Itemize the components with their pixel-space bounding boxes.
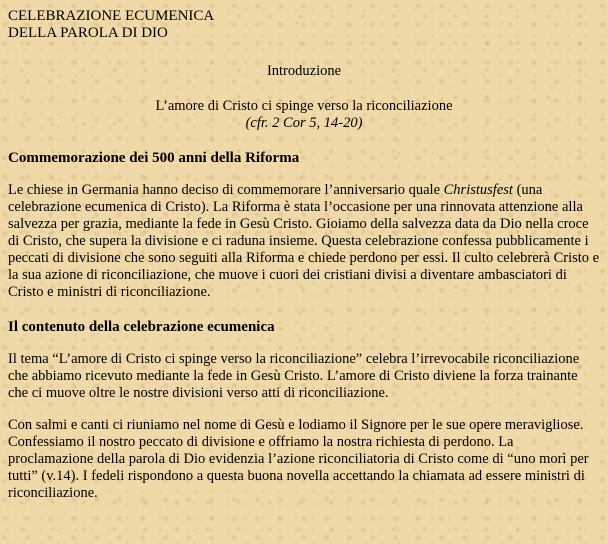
paragraph-text: Le chiese in Germania hanno deciso di commemorare l’anniversario quale [8,182,444,198]
section-heading-content: Il contenuto della celebrazione ecumenica [8,319,275,335]
paragraph-commemoration [8,182,600,301]
paragraph-psalms: Con salmi e canti ci riuniamo nel nome di Gesù e lodiamo il Signore per le sue opere meravigliose. Confessiamo il nostro peccato di divisione e offriamo la nostra richiesta di perdono. La proclamazione della parola di Dio evidenzia l’azione riconciliatoria di Cristo come di “uno morì per tutti” (v.14). I fedeli rispondono a questa buona novella accettando la chiamata ad essere ministri di riconciliazione. [8,417,589,501]
scripture-reference: (cfr. 2 Cor 5, 14-20) [245,115,363,131]
italic-term: Christusfest [443,182,513,198]
document-title [8,8,600,42]
section-heading-commemoration: Commemorazione dei 500 anni della Riforma [8,150,300,166]
theme-block [8,98,600,132]
intro-label: Introduzione [266,63,342,79]
paragraph-text: (una celebrazione ecumenica di Cristo). La Riforma è stata l’occasione per una rinnovata attenzione alla salvezza per grazia, mediante la fede in Gesù Cristo. Gioiamo della salvezza data da Dio nella croce di Cristo, che supera la divisione e ci raduna insieme. Questa celebrazione confessa pubblicamente i peccati di divisione che sono seguiti alla Riforma e chiede perdono per essi. Il culto celebrerà Cristo e la sua azione di riconciliazione, che muove i cuori dei cristiani divisi a diventare ambasciatori di Cristo e ministri di riconciliazione. [8,182,600,300]
title-line-1: CELEBRAZIONE ECUMENICA [8,8,215,24]
theme-title: L’amore di Cristo ci spinge verso la riconciliazione [155,98,453,114]
title-line-2: DELLA PAROLA DI DIO [8,25,168,41]
paragraph-theme: Il tema “L’amore di Cristo ci spinge verso la riconciliazione” celebra l’irrevocabile riconciliazione che abbiamo ricevuto mediante la fede in Gesù Cristo. L’amore di Cristo diviene la forza trainante che ci muove oltre le nostre divisioni verso atti di riconciliazione. [8,351,580,401]
